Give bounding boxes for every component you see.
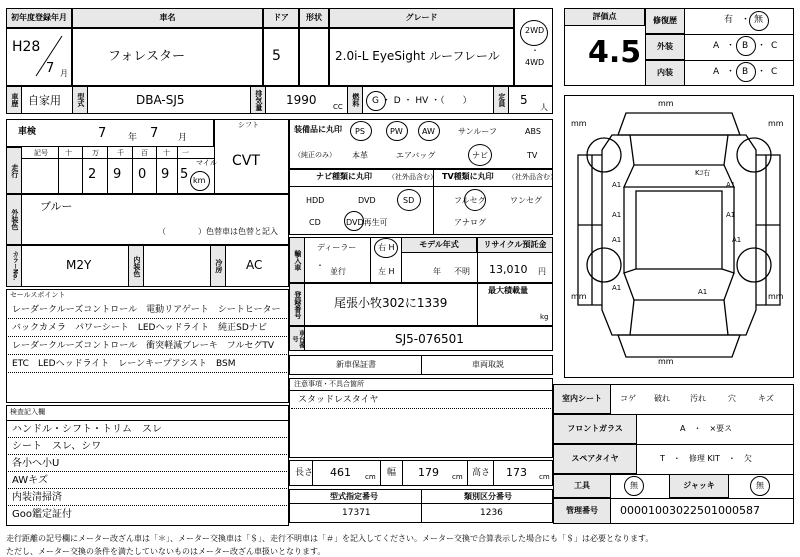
fuel-options: G ・ D ・ HV ・（ ）	[372, 96, 472, 106]
control-label: 管理番号	[553, 498, 611, 524]
km-label: km	[193, 176, 206, 185]
footer-note-1: 走行距離の記号欄にメーター改ざん車は「＊」、メーター交換車は「＄」、走行不明車は「＃」を記入してください。メーター交換で合算表示した場合にも「＄」は必要となります。	[6, 534, 654, 543]
fuel-label	[347, 86, 363, 114]
sp-rule-2	[8, 336, 287, 337]
seat-stain: 汚れ	[690, 394, 706, 403]
exterior-label	[6, 194, 22, 245]
notes-rule-1	[8, 437, 287, 438]
digit-label-3: 千	[117, 149, 124, 157]
ext-sep-1: ・	[726, 41, 736, 51]
first-reg-month: 7	[46, 61, 55, 76]
import-dealer-separator: ・	[316, 261, 324, 270]
equip-leather: 本革	[352, 151, 368, 160]
registration-number: 尾張小牧302に1339	[334, 296, 448, 310]
digit-col-1	[58, 147, 59, 194]
width: 179	[418, 466, 439, 479]
repair-separator: ・	[741, 15, 751, 25]
navi-dvd: DVD	[358, 196, 376, 205]
doors: 5	[272, 48, 281, 64]
damage-mark-2: A1	[612, 211, 622, 219]
equip-tv: TV	[527, 151, 538, 160]
selling-point-1: レーダークルーズコントロール 電動リアゲート シートヒーター	[12, 305, 281, 315]
digit-col-3	[107, 147, 108, 194]
drive-4wd: 4WD	[525, 58, 545, 67]
notices-label: 注意事項・不具合箇所	[294, 380, 364, 388]
grade: 2.0i-L EyeSight ルーフレール	[335, 49, 500, 63]
tv-oneseg: ワンセグ	[510, 196, 542, 205]
damage-mark-3: A1	[726, 181, 736, 189]
width-unit: cm	[452, 473, 463, 481]
recycle-value: 13,010	[489, 263, 528, 276]
equipment-label: 装備品に丸印	[294, 125, 342, 134]
damage-mark-6: A1	[612, 284, 622, 292]
mm-label-1: mm	[571, 119, 587, 128]
navi-tv-header-rule	[289, 186, 553, 187]
displacement-label-text: 排気量	[254, 89, 263, 111]
type-no: 17371	[342, 508, 371, 518]
digit-label-0: 記号	[34, 149, 48, 157]
selling-point-2: バックカメラ パワーシート LEDヘッドライト 純正SDナビ	[12, 323, 267, 333]
equip-abs: ABS	[525, 127, 541, 136]
length-label: 長さ	[295, 468, 314, 478]
inspector-note-1: ハンドル・シフト・トリム スレ	[12, 424, 162, 435]
body-cell	[299, 28, 329, 86]
notes-rule-2	[8, 454, 287, 455]
ac-label-text: 冷房	[214, 259, 223, 273]
navi-hdd: HDD	[306, 196, 325, 205]
digit-label-5: 十	[163, 149, 170, 157]
model-label	[72, 86, 88, 114]
exterior-color: ブルー	[40, 200, 73, 213]
color-code: M2Y	[66, 258, 92, 272]
car-name-label: 車名	[72, 8, 263, 28]
equip-pw: PW	[390, 127, 403, 136]
digit-label-1: 十	[65, 149, 72, 157]
chassis-label-text: 車台番号	[291, 329, 305, 348]
registration-col	[477, 283, 478, 326]
selling-points-label: セールスポイント	[10, 291, 66, 299]
equip-navi: ナビ	[472, 151, 488, 160]
displacement: 1990	[286, 93, 317, 107]
equip-ps: PS	[355, 127, 365, 136]
seat-hole: 穴	[728, 394, 736, 403]
repair-label: 修復歴	[645, 8, 685, 34]
inspector-note-2: シート スレ、シワ	[12, 441, 102, 452]
selling-point-4: ETC LEDヘッドライト レーンキープアシスト BSM	[12, 359, 236, 369]
digit-label-2: 万	[92, 149, 99, 157]
mm-label-2: mm	[768, 119, 784, 128]
cc-unit: CC	[333, 103, 343, 111]
glass-label: フロントガラス	[553, 414, 637, 444]
shift: CVT	[232, 153, 260, 169]
model-year-label: モデル年式	[401, 237, 477, 253]
exterior-note: （ ）色替車は色替と記入	[158, 227, 278, 236]
ext-b: B	[742, 41, 749, 51]
interior-color-label	[128, 245, 144, 287]
length: 461	[330, 466, 351, 479]
equip-sunroof: サンルーフ	[458, 127, 497, 136]
jack-value: 無	[756, 481, 764, 490]
dim-col-4	[467, 460, 468, 486]
width-label: 幅	[387, 468, 397, 478]
equip-airbag: エアバッグ	[396, 151, 436, 160]
seat-scratch: キズ	[758, 394, 774, 403]
inspector-note-6: Goo鑑定証付	[12, 509, 72, 520]
ext-c: C	[771, 41, 778, 51]
model-year-unit: 年	[433, 267, 441, 276]
grade-label: グレード	[329, 8, 514, 28]
recycle-label: リサイクル預託金	[477, 237, 553, 253]
class-no-label: 類別区分番号	[464, 492, 512, 501]
navi-type-label: ナビ種類に丸印	[316, 172, 372, 181]
body-label: 形状	[299, 8, 329, 28]
sp-rule-3	[8, 354, 287, 355]
notes-rule-0	[6, 420, 289, 421]
inspector-note-4: AWキズ	[12, 475, 48, 486]
navi-type-sub: （社外品含む）	[388, 173, 437, 181]
score-label: 評価点	[564, 8, 645, 26]
person-unit: 人	[540, 103, 548, 112]
chassis-number: SJ5-076501	[395, 332, 464, 346]
score: 4.5	[588, 35, 642, 70]
seat-tear: 破れ	[654, 394, 670, 403]
exterior-label-text: 外装色	[10, 209, 19, 230]
notes-rule-4	[8, 488, 287, 489]
model-label-text: 型式	[76, 93, 85, 107]
mm-label-3: mm	[571, 292, 587, 301]
mm-label-4: mm	[768, 292, 784, 301]
mileage-label	[6, 147, 22, 194]
footer-note-2: ただし、メーター交換の条件を満たしていないものはメーター改ざん車扱いとなります。	[6, 547, 326, 556]
height-label: 高さ	[472, 468, 491, 478]
int-a: A	[713, 67, 720, 77]
inspector-note-5: 内装清掃済	[12, 492, 62, 503]
mm-label-5: mm	[658, 99, 674, 108]
ext-sep-2: ・	[757, 41, 767, 51]
color-code-label-text: カラーNo.	[11, 251, 19, 281]
tools-label: 工具	[553, 474, 611, 498]
tv-type-label: TV種類に丸印	[442, 172, 494, 181]
repair-no: 無	[754, 15, 764, 25]
displacement-label	[250, 86, 266, 114]
seat-label: 室内シート	[553, 384, 611, 414]
car-diagram-icon	[564, 95, 794, 378]
import-label	[289, 237, 305, 283]
ext-a: A	[713, 41, 720, 51]
fuel-label-text: 燃料	[351, 93, 360, 107]
mileage-label-text: 走行	[10, 163, 19, 178]
drive-2wd: 2WD	[525, 26, 545, 35]
spare-options: T ・ 修理 KIT ・ 欠	[660, 454, 752, 463]
digit-label-6: 一	[182, 149, 189, 157]
tv-type-sub: （社外品含む）	[508, 173, 557, 181]
mileage-digit-5: 5	[180, 167, 189, 182]
car-name: フォレスター	[108, 49, 185, 64]
notices-rule-1	[291, 408, 551, 409]
registration-label-text: 登録番号	[293, 290, 302, 319]
ac-label	[210, 245, 226, 287]
class-no: 1236	[480, 508, 503, 518]
height-unit: cm	[539, 473, 550, 481]
selling-point-3: レーダークルーズコントロール 衝突軽減ブレーキ フルセグTV	[12, 341, 275, 351]
mileage-digit-3: 0	[138, 167, 147, 182]
dim-col-1	[312, 460, 313, 486]
digit-divider	[22, 158, 214, 159]
damage-mark-5: A1	[612, 236, 622, 244]
navi-sd: SD	[403, 196, 415, 205]
control-number: 00001003022501000587	[620, 504, 760, 517]
first-reg-label: 初年度登録年月	[6, 8, 72, 28]
ext-label: 外装	[645, 34, 685, 60]
tv-analog: アナログ	[454, 218, 486, 227]
tv-fullseg: フルセグ	[454, 196, 486, 205]
interior-color-label-text: 内装色	[132, 255, 141, 277]
spare-label: スペアタイヤ	[553, 444, 637, 474]
doors-label: ドア	[263, 8, 299, 28]
type-number-rule	[289, 503, 553, 504]
navi-dvd-play: DVD再生可	[346, 218, 388, 227]
shaken-year: 7	[98, 126, 107, 141]
first-reg-month-unit: 月	[60, 69, 68, 78]
mm-label-6: mm	[658, 357, 674, 366]
digit-col-5	[156, 147, 157, 194]
navi-cd: CD	[309, 218, 321, 227]
notes-rule-3	[8, 471, 287, 472]
capacity: 5	[520, 93, 528, 107]
notices-header-rule	[289, 390, 553, 391]
color-code-label	[6, 245, 22, 287]
shaken-year-unit: 年	[128, 133, 138, 143]
model: DBA-SJ5	[136, 93, 185, 107]
int-c: C	[771, 67, 778, 77]
equipment-sub-label: （純正のみ）	[294, 151, 336, 159]
capacity-label-text: 定員	[497, 93, 506, 107]
repair-yes: 有	[724, 15, 734, 25]
length-unit: cm	[365, 473, 376, 481]
inspector-note-3: 各小へ小U	[12, 458, 60, 469]
max-load-label: 最大積載量	[488, 286, 528, 295]
mileage-digit-2: 9	[113, 167, 122, 182]
dim-col-2	[380, 460, 381, 486]
digit-col-2	[82, 147, 83, 194]
notes-rule-5	[8, 505, 287, 506]
drive-separator: ・	[531, 46, 539, 55]
int-sep-1: ・	[726, 67, 736, 77]
digit-col-4	[132, 147, 133, 194]
import-dealer: ディーラー	[317, 243, 357, 252]
model-year-unknown: 不明	[454, 267, 470, 276]
shaken-month-unit: 月	[178, 133, 188, 143]
damage-mark-7: A1	[732, 236, 742, 244]
mile-label: マイル	[196, 159, 217, 167]
glass-options: A ・ ×要ス	[680, 424, 733, 433]
import-parallel: 並行	[330, 267, 346, 276]
damage-mark-8: A1	[698, 288, 708, 296]
doors-cell	[263, 28, 299, 86]
type-number-divider	[421, 489, 422, 523]
chassis-label	[289, 326, 305, 351]
height: 173	[506, 466, 527, 479]
digit-col-6	[177, 147, 178, 194]
usage: 自家用	[28, 94, 61, 107]
registration-label	[289, 283, 305, 326]
int-b: B	[742, 67, 749, 77]
equip-aw: AW	[422, 127, 435, 136]
usage-label	[6, 86, 22, 114]
import-left-h: 左 H	[378, 267, 395, 276]
notices-text: スタッドレスタイヤ	[298, 395, 379, 405]
usage-label-text: 車歴	[10, 93, 19, 107]
damage-mark-9: Kｺ右	[695, 169, 711, 177]
shift-label: シフト	[238, 121, 259, 129]
import-label-text: 輸入車	[293, 249, 302, 271]
max-load-unit: kg	[540, 313, 549, 321]
sp-rule-1	[8, 318, 287, 319]
ac-value: AC	[246, 258, 263, 272]
sp-rule-4	[8, 372, 287, 373]
vehicle-manual: 車両取説	[472, 360, 504, 369]
damage-mark-1: A1	[612, 181, 622, 189]
type-no-label: 型式指定番号	[330, 492, 378, 501]
mileage-digit-4: 9	[161, 167, 170, 182]
tools-value: 無	[630, 481, 638, 490]
shaken-month: 7	[150, 126, 159, 141]
shaken-label: 車検	[18, 127, 37, 137]
import-col-1	[370, 237, 371, 283]
warranty-divider	[421, 355, 422, 375]
dim-col-3	[402, 460, 403, 486]
int-sep-2: ・	[757, 67, 767, 77]
first-reg-era: H28	[12, 39, 41, 55]
new-warranty: 新車保証書	[336, 360, 376, 369]
import-right-h: 右 H	[378, 243, 395, 252]
jack-label: ジャッキ	[669, 474, 729, 498]
capacity-label	[493, 86, 509, 114]
digit-label-4: 百	[141, 149, 148, 157]
recycle-yen: 円	[538, 267, 546, 276]
damage-mark-4: A1	[726, 211, 736, 219]
int-label: 内装	[645, 60, 685, 86]
seat-burn: コゲ	[620, 394, 636, 403]
dim-col-5	[493, 460, 494, 486]
mileage-digit-1: 2	[88, 167, 97, 182]
inspector-notes-label: 検査記入欄	[10, 408, 45, 416]
